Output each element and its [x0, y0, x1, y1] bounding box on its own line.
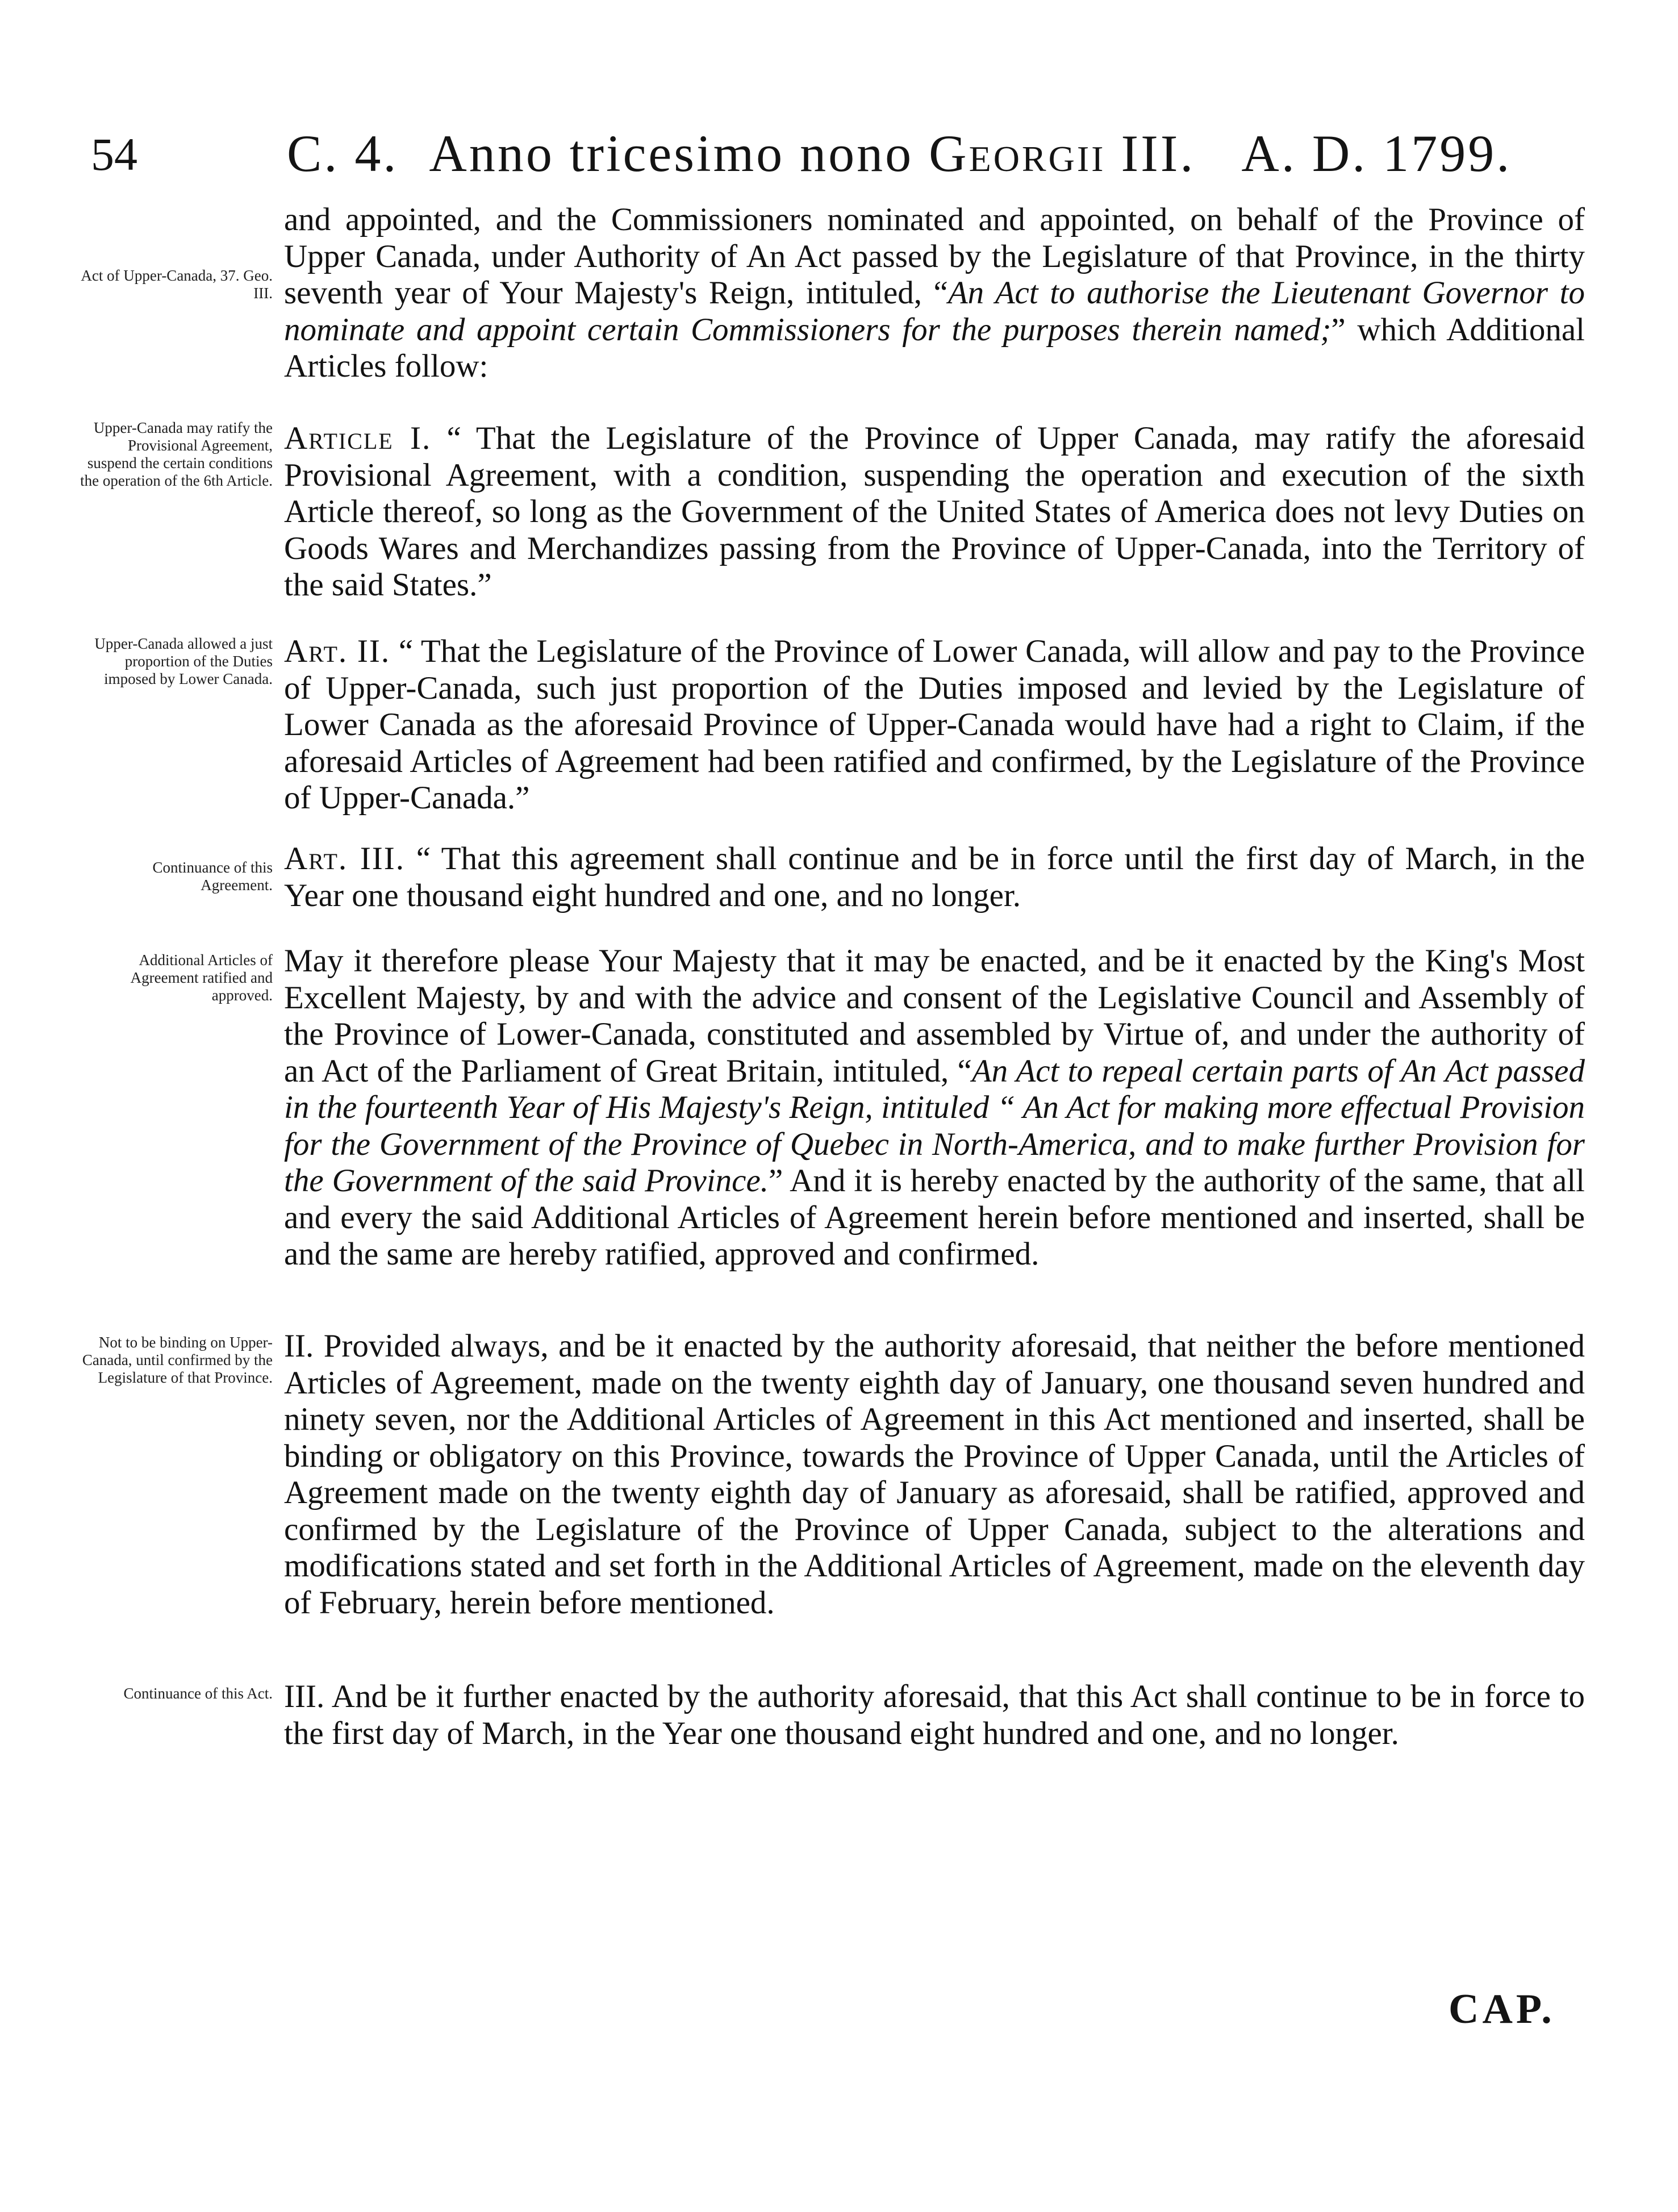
- intro-text: and appointed, and the Commissioners nominated and appointed, on behalf of the Province of Upper Canada, under Authority of An Act passed by the Legislature of that Province, in the thirty seventh year of Your Majesty's Reign, intituled, “: [284, 202, 1585, 311]
- running-header: [0, 116, 1678, 196]
- catchword: CAP.: [1449, 1986, 1555, 2032]
- regnal-number: III.: [1121, 124, 1196, 182]
- intro-paragraph: [284, 202, 1585, 385]
- act-title-italic: An Act to authorise the Lieutenant Governor to nominate and appoint certain Commissioners for the purposes therein named;: [284, 275, 1585, 348]
- article-2-text: “ That the Legislature of the Province of Lower Canada, will allow and pay to the Province of Upper-Canada, such just proportion of the Duties imposed and levied by the Legislature of Lower Canada as the aforesaid Province of Upper-Canada would have had a right to Claim, if the aforesaid Articles of Agreement had been ratified and confirmed, by the Legislature of the Province of Upper-Canada.”: [284, 633, 1585, 816]
- margin-note-ratify: Upper-Canada may ratify the Provisional Agreement, suspend the certain conditions the operation of the 6th Article.: [80, 419, 273, 489]
- article-1-label: Article I.: [284, 420, 432, 456]
- page-number: 54: [91, 128, 137, 180]
- section-3-paragraph: III. And be it further enacted by the authority aforesaid, that this Act shall continue to be in force to the first day of March, in the Year one thousand eight hundred and one, and no longer.: [284, 1679, 1585, 1751]
- repeal-act-title-italic: An Act to repeal certain parts of An Act passed in the fourteenth Year of His Majesty's Reign, intituled “ An Act for making more effectual Provision for the Government of the Province of Quebec in North-America, and to make further Provision for the Government of the said Province.: [284, 1053, 1585, 1199]
- enacting-paragraph: [284, 943, 1585, 1273]
- running-title: [287, 123, 1512, 183]
- sovereign-name: Georgii: [929, 124, 1106, 182]
- article-3-label: Art. III.: [284, 841, 406, 877]
- margin-note-continuance-act: Continuance of this Act.: [123, 1685, 273, 1702]
- chapter-number: C. 4.: [287, 124, 399, 182]
- enacting-closing: ” And it is hereby enacted by the authority of the same, that all and every the said Additional Articles of Agreement herein before mentioned and inserted, shall be and the same are hereby ratified, approved and confirmed.: [284, 1163, 1585, 1272]
- year-label: A. D. 1799.: [1241, 124, 1512, 182]
- intro-closing: ” which Additional Articles follow:: [284, 311, 1585, 384]
- margin-note-not-binding: Not to be binding on Upper-Canada, until confirmed by the Legislature of that Province.: [82, 1334, 273, 1386]
- article-1-text: “ That the Legislature of the Province of Upper Canada, may ratify the aforesaid Provisional Agreement, with a condition, suspending the operation and execution of the sixth Article thereof, so long as the Government of the United States of America does not levy Duties on Goods Wares and Merchandizes passing from the Province of Upper-Canada, into the Territory of the said States.”: [284, 420, 1585, 603]
- margin-note-continuance-agreement: Continuance of this Agreement.: [152, 859, 273, 894]
- margin-note-act: Act of Upper-Canada, 37. Geo. III.: [81, 267, 273, 302]
- article-1-paragraph: [284, 420, 1585, 604]
- title-prefix: Anno tricesimo nono: [429, 124, 914, 182]
- section-2-paragraph: II. Provided always, and be it enacted by the authority aforesaid, that neither the before mentioned Articles of Agreement, made on the twenty eighth day of January, one thousand seven hundred and ninety seven, nor the Additional Articles of Agreement in this Act mentioned and inserted, shall be binding or obligatory on this Province, towards the Province of Upper Canada, until the Articles of Agreement made on the twenty eighth day of January as aforesaid, shall be ratified, approved and confirmed by the Legislature of the Province of Upper Canada, subject to the alterations and modifications stated and set forth in the Additional Articles of Agreement, made on the eleventh day of February, herein before mentioned.: [284, 1328, 1585, 1621]
- margin-note-duties: Upper-Canada allowed a just proportion of the Duties imposed by Lower Canada.: [94, 635, 273, 687]
- enacting-text: May it therefore please Your Majesty that it may be enacted, and be it enacted by the King's Most Excellent Majesty, by and with the advice and consent of the Legislative Council and Assembly of the Province of Lower-Canada, constituted and assembled by Virtue of, and under the authority of an Act of the Parliament of Great Britain, intituled, “: [284, 943, 1585, 1089]
- article-3-text: “ That this agreement shall continue and be in force until the first day of March, in the Year one thousand eight hundred and one, and no longer.: [284, 841, 1585, 913]
- article-2-label: Art. II.: [284, 633, 391, 669]
- article-2-paragraph: [284, 633, 1585, 817]
- margin-note-additional-articles: Additional Articles of Agreement ratified and approved.: [130, 951, 273, 1004]
- article-3-paragraph: [284, 841, 1585, 914]
